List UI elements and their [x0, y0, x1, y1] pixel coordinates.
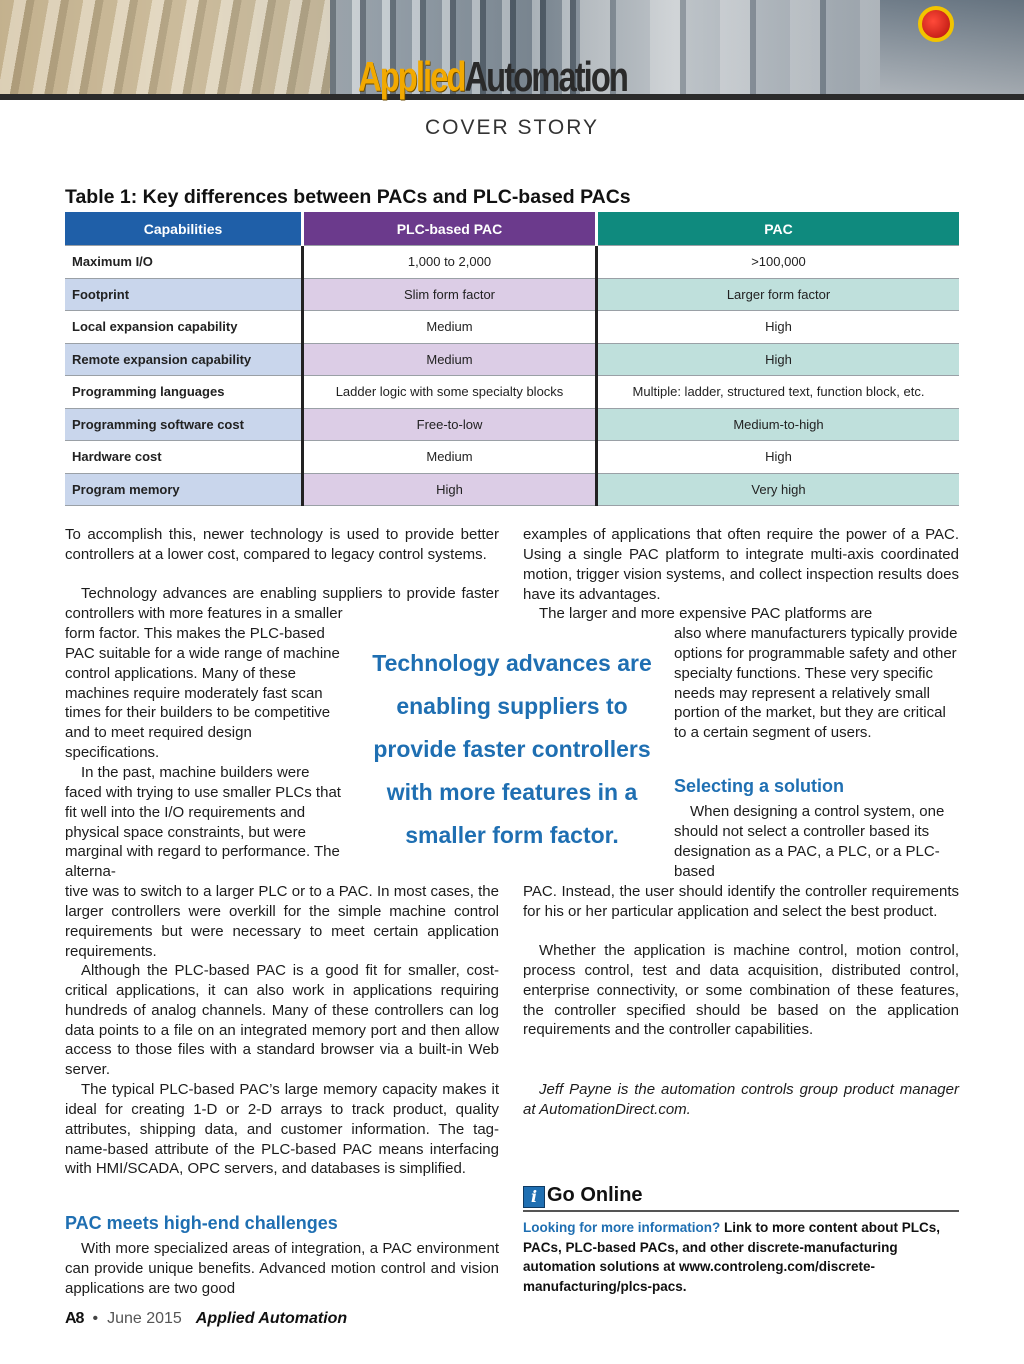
body-paragraph-lead: [523, 604, 959, 624]
column-header-pac: PAC: [597, 212, 960, 246]
go-online-title: Go Online: [547, 1184, 643, 1206]
table-title: Table 1: Key differences between PACs and PLC-based PACs: [65, 186, 631, 208]
row-plc-based-pac-value: Medium: [303, 311, 597, 344]
table-row: [65, 343, 959, 376]
logo-applied: Applied: [358, 53, 465, 100]
info-icon: i: [523, 1186, 545, 1208]
page-number: A8: [65, 1310, 84, 1327]
row-capability: Maximum I/O: [65, 246, 303, 279]
paragraph-lead-text: The larger and more expensive PAC platforms are: [539, 605, 873, 622]
section-label: COVER STORY: [424, 116, 600, 139]
page-footer: [65, 1310, 347, 1328]
go-online-lead: Looking for more information?: [523, 1220, 721, 1235]
body-paragraph-wrap: [674, 624, 959, 743]
row-capability: Remote expansion capability: [65, 343, 303, 376]
banner-panel-area: [880, 0, 1024, 96]
table-row: [65, 246, 959, 279]
row-pac-value: Larger form factor: [597, 278, 960, 311]
row-pac-value: Multiple: ladder, structured text, function block, etc.: [597, 376, 960, 409]
logo-automation: Automation: [464, 53, 627, 100]
body-paragraph: The typical PLC-based PAC’s large memory capacity makes it ideal for creating 1-D or 2-D arrays to track product, quality attributes, shipping data, and customer information. The tag-name-based attribute of the PLC-based PAC means interfacing with HMI/SCADA, OPC servers, and databases is simplified.: [65, 1081, 499, 1178]
go-online-rule: [523, 1210, 959, 1212]
magazine-name: Applied Automation: [195, 1310, 348, 1327]
footer-bullet: •: [92, 1310, 99, 1327]
body-paragraph: Technology advances are enabling suppliers to provide faster controllers with more features in a smaller: [65, 585, 499, 622]
table-row: [65, 473, 959, 506]
table-row: [65, 311, 959, 344]
row-plc-based-pac-value: Ladder logic with some specialty blocks: [303, 376, 597, 409]
subheading-pac-meets-high-end-challenges: PAC meets high-end challenges: [65, 1213, 338, 1233]
row-pac-value: Medium-to-high: [597, 408, 960, 441]
body-paragraph-wrap: form factor. This makes the PLC-based PAC suitable for a wide range of machine control applications. Many of these machines require moderately fast scan times for their builders to be competitive and to meet required design specifications.: [65, 625, 340, 762]
row-plc-based-pac-value: Medium: [303, 343, 597, 376]
body-paragraph: With more specialized areas of integration, a PAC environment can provide unique benefits. Advanced motion control and vision applications are two good: [65, 1240, 499, 1297]
table-row: [65, 278, 959, 311]
body-paragraph-continued: PAC. Instead, the user should identify the controller requirements for his or her particular application and select the best product.: [523, 883, 959, 920]
row-capability: Footprint: [65, 278, 303, 311]
row-pac-value: High: [597, 343, 960, 376]
body-paragraph: To accomplish this, newer technology is used to provide better controllers at a lower cost, compared to legacy control systems.: [65, 526, 499, 563]
issue-date: June 2015: [107, 1310, 182, 1327]
row-capability: Programming software cost: [65, 408, 303, 441]
body-paragraph: Whether the application is machine control, motion control, process control, test and data acquisition, distributed control, enterprise connectivity, or some combination of these features, the controller specified should be based on the application requirements and the controller capabilities.: [523, 942, 959, 1039]
body-paragraph-continued: tive was to switch to a larger PLC or to a PAC. In most cases, the larger controllers were overkill for the simple machine control requirements but were necessary to meet certain application requirements.: [65, 883, 499, 960]
column-header-capabilities: Capabilities: [65, 212, 303, 246]
magazine-logo: [358, 54, 627, 100]
row-plc-based-pac-value: High: [303, 473, 597, 506]
table-row: [65, 408, 959, 441]
row-capability: Programming languages: [65, 376, 303, 409]
row-capability: Hardware cost: [65, 441, 303, 474]
row-plc-based-pac-value: Medium: [303, 441, 597, 474]
row-pac-value: High: [597, 441, 960, 474]
pull-quote: Technology advances are enabling suppliers to provide faster controllers with more features in a smaller form factor.: [372, 650, 652, 848]
banner-conveyor-area: [0, 0, 330, 96]
row-plc-based-pac-value: Free-to-low: [303, 408, 597, 441]
table-row: [65, 376, 959, 409]
author-byline: Jeff Payne is the automation controls group product manager at AutomationDirect.com.: [523, 1081, 959, 1118]
comparison-table: [65, 212, 959, 506]
row-pac-value: Very high: [597, 473, 960, 506]
row-plc-based-pac-value: Slim form factor: [303, 278, 597, 311]
row-pac-value: High: [597, 311, 960, 344]
row-capability: Program memory: [65, 473, 303, 506]
row-pac-value: >100,000: [597, 246, 960, 279]
table-row: [65, 441, 959, 474]
row-plc-based-pac-value: 1,000 to 2,000: [303, 246, 597, 279]
body-paragraph: Although the PLC-based PAC is a good fit for smaller, cost-critical applications, it can also work in applications requiring hundreds of analog channels. Many of these controllers can log data points to a file on an integrated memory port and then allow access to those files with a standard browser via a built-in Web server.: [65, 962, 499, 1079]
body-paragraph: In the past, machine builders were faced with trying to use smaller PLCs that fit well into the I/O requirements and physical space constraints, but were marginal with regard to performance. The alterna-: [65, 764, 341, 881]
column-header-plc-based-pac: PLC-based PAC: [303, 212, 597, 246]
go-online-link-text[interactable]: Link to more content about PLCs, PACs, PLC-based PACs, and other discrete-manufacturing automation solutions at www.controleng.com/discrete-manufacturing/plcs-pacs.: [523, 1220, 941, 1294]
table-header-row: [65, 212, 959, 246]
body-paragraph: When designing a control system, one should not select a controller based its designation as a PAC, a PLC, or a PLC-based: [674, 803, 945, 880]
body-paragraph: examples of applications that often require the power of a PAC. Using a single PAC platform to integrate multi-axis coordinated motion, trigger vision systems, and collect inspection results does have its advantages.: [523, 526, 959, 603]
subheading-selecting-a-solution: Selecting a solution: [674, 776, 845, 796]
row-capability: Local expansion capability: [65, 311, 303, 344]
go-online-text: [523, 1218, 959, 1296]
paragraph-wrap-text: also where manufacturers typically provide options for programmable safety and other specialty functions. These very specific needs may represent a relatively small portion of the market, but they are critical to a certain segment of users.: [674, 625, 958, 742]
emergency-stop-button-image: [918, 6, 954, 42]
